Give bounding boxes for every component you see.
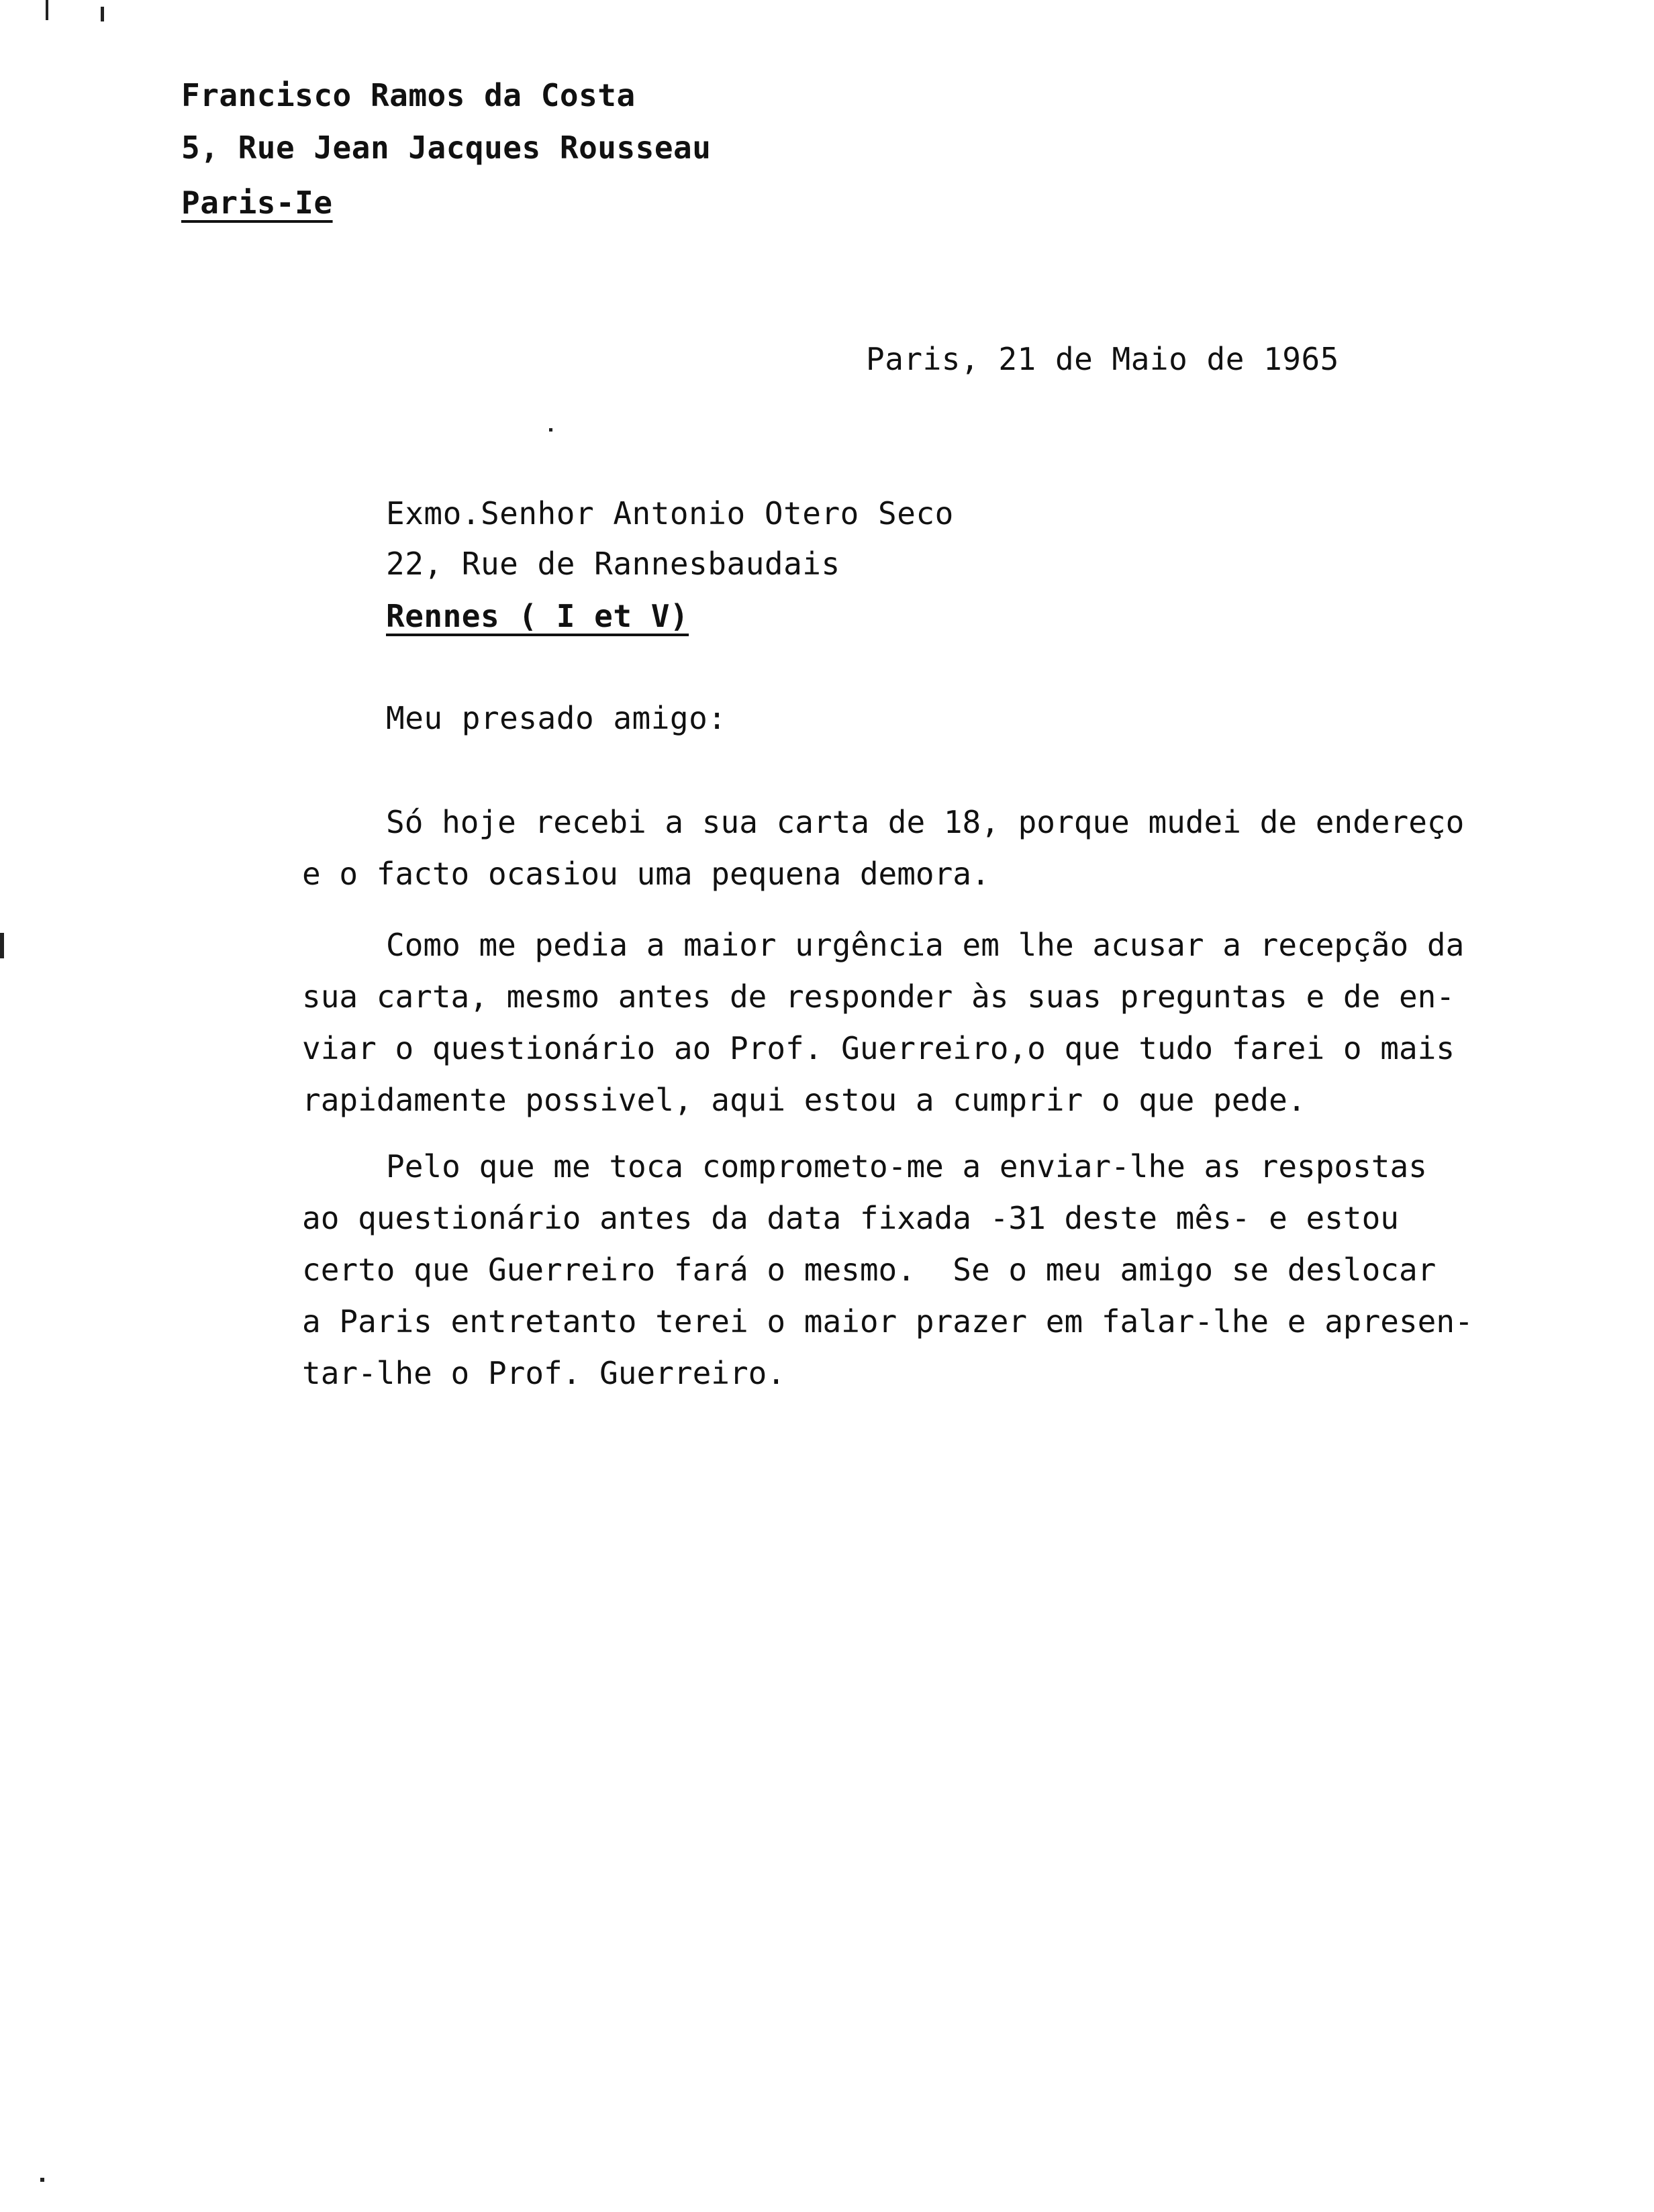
paragraph-3-line-2: ao questionário antes da data fixada -31 deste mês- e estou xyxy=(302,1200,1399,1236)
scan-speck xyxy=(549,428,552,432)
stray-mark xyxy=(46,0,48,20)
paragraph-3-line-5: tar-lhe o Prof. Guerreiro. xyxy=(302,1355,786,1391)
sender-name: Francisco Ramos da Costa xyxy=(181,77,636,113)
paragraph-3-line-1: Pelo que me toca comprometo-me a enviar-lhe as respostas xyxy=(386,1148,1427,1185)
date-line: Paris, 21 de Maio de 1965 xyxy=(866,341,1339,377)
margin-mark xyxy=(0,933,4,958)
paragraph-2-line-4: rapidamente possivel, aqui estou a cumprir o que pede. xyxy=(302,1082,1306,1118)
paragraph-1-line-1: Só hoje recebi a sua carta de 18, porque mudei de endereço xyxy=(386,804,1465,840)
sender-city: Paris-Ie xyxy=(181,185,333,221)
scan-speck xyxy=(40,2178,44,2182)
recipient-street: 22, Rue de Rannesbaudais xyxy=(386,546,840,582)
paragraph-3-line-4: a Paris entretanto terei o maior prazer em falar-lhe e apresen- xyxy=(302,1303,1473,1340)
sender-street: 5, Rue Jean Jacques Rousseau xyxy=(181,130,712,166)
paragraph-2-line-3: viar o questionário ao Prof. Guerreiro,o que tudo farei o mais xyxy=(302,1030,1455,1066)
stray-mark xyxy=(101,7,104,21)
recipient-city: Rennes ( I et V) xyxy=(386,598,689,634)
paragraph-2-line-1: Como me pedia a maior urgência em lhe acusar a recepção da xyxy=(386,927,1465,963)
recipient-name: Exmo.Senhor Antonio Otero Seco xyxy=(386,495,954,532)
paragraph-3-line-3: certo que Guerreiro fará o mesmo. Se o meu amigo se deslocar xyxy=(302,1252,1437,1288)
greeting: Meu presado amigo: xyxy=(386,700,727,736)
paragraph-1-line-2: e o facto ocasiou uma pequena demora. xyxy=(302,856,990,892)
paragraph-2-line-2: sua carta, mesmo antes de responder às suas preguntas e de en- xyxy=(302,978,1455,1015)
